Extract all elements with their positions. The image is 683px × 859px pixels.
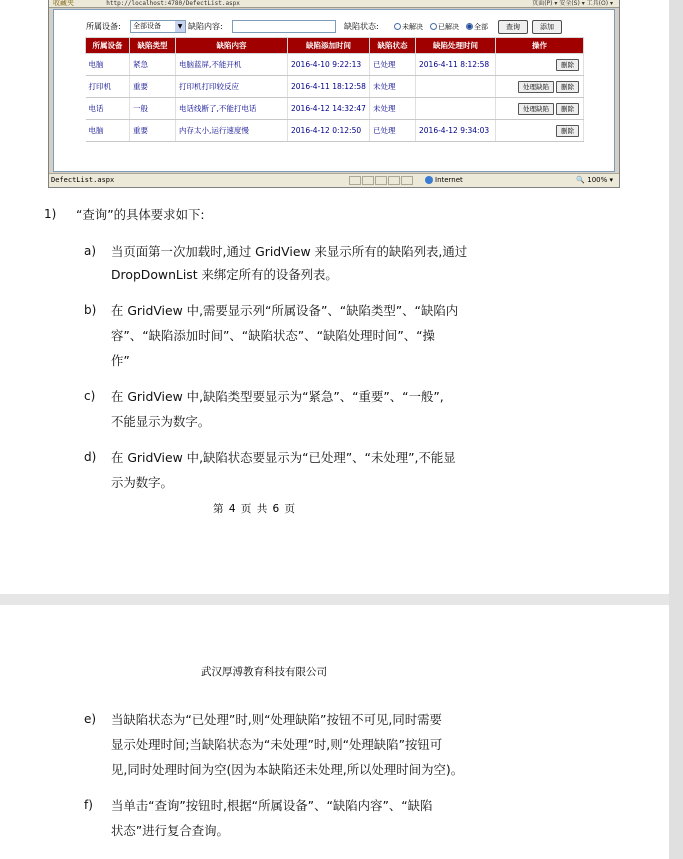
sub-item-number: e) (84, 712, 97, 726)
add-button[interactable]: 添加 (532, 20, 562, 34)
zoom-control[interactable]: 🔍 100% ▾ (576, 176, 613, 184)
handle-defect-button[interactable]: 处理缺陷 (518, 103, 554, 115)
item-title: “查询”的具体要求如下: (76, 207, 205, 222)
paragraph-line: 在 GridView 中,需要显示列“所属设备”、“缺陷类型”、“缺陷内 (111, 303, 459, 318)
cell-content: 打印机打印较反应 (176, 76, 288, 98)
table-row (86, 76, 584, 98)
radio-circle-icon[interactable] (430, 23, 437, 30)
status-page-name: DefectList.aspx (51, 176, 115, 184)
cell-ops (496, 54, 584, 76)
delete-button[interactable]: 删除 (556, 103, 579, 115)
cell-status: 未处理 (370, 76, 416, 98)
device-label: 所属设备: (86, 22, 121, 31)
cell-handled (416, 76, 496, 98)
cell-device: 电脑 (86, 54, 130, 76)
cell-content: 电脑蓝屏,不能开机 (176, 54, 288, 76)
cell-handled (416, 98, 496, 120)
favorites-label[interactable]: 收藏夹 (53, 0, 74, 7)
cell-ops (496, 120, 584, 142)
paragraph-line: 不能显示为数字。 (111, 414, 211, 429)
radio-unresolved[interactable]: 未解决 (394, 20, 423, 34)
globe-icon (425, 176, 433, 184)
table-row (86, 120, 584, 142)
col-ops: 操作 (496, 38, 584, 54)
cell-ops (496, 98, 584, 120)
cell-added: 2016-4-11 18:12:58 (288, 76, 370, 98)
radio-circle-icon[interactable] (394, 23, 401, 30)
paragraph-line: 当缺陷状态为“已处理”时,则“处理缺陷”按钮不可见,同时需要 (111, 712, 442, 727)
col-added: 缺陷添加时间 (288, 38, 370, 54)
page-header-company: 武汉厚溥教育科技有限公司 (201, 666, 327, 678)
cell-device: 打印机 (86, 76, 130, 98)
delete-button[interactable]: 删除 (556, 59, 579, 71)
radio-all[interactable]: 全部 (466, 20, 488, 34)
paragraph-line: 当页面第一次加载时,通过 GridView 来显示所有的缺陷列表,通过 (111, 244, 468, 259)
delete-button[interactable]: 删除 (556, 125, 579, 137)
sub-item-number: a) (84, 244, 97, 258)
paragraph-line: DropDownList 来绑定所有的设备列表。 (111, 267, 338, 282)
address-url[interactable]: http://localhost:4780/DefectList.aspx (106, 0, 240, 7)
col-device: 所属设备 (86, 38, 130, 54)
radio-selected-icon[interactable] (466, 23, 473, 30)
col-content: 缺陷内容 (176, 38, 288, 54)
cell-status: 未处理 (370, 98, 416, 120)
table-row (86, 54, 584, 76)
cell-handled: 2016-4-11 8:12:58 (416, 54, 496, 76)
device-dropdown[interactable] (130, 20, 186, 33)
paragraph-line: 显示处理时间;当缺陷状态为“未处理”时,则“处理缺陷”按钮可 (111, 737, 443, 752)
status-label: 缺陷状态: (344, 22, 379, 31)
cell-added: 2016-4-12 0:12:50 (288, 120, 370, 142)
paragraph-line: 在 GridView 中,缺陷状态要显示为“已处理”、“未处理”,不能显 (111, 450, 456, 465)
sub-item-number: f) (84, 798, 93, 812)
delete-button[interactable]: 删除 (556, 81, 579, 93)
browser-statusbar (49, 173, 619, 187)
cell-type: 重要 (130, 76, 176, 98)
content-input[interactable] (232, 20, 336, 33)
cell-device: 电脑 (86, 120, 130, 142)
device-dropdown-value: 全部设备 (133, 22, 161, 30)
browser-viewport (53, 9, 615, 172)
cell-device: 电话 (86, 98, 130, 120)
cell-type: 一般 (130, 98, 176, 120)
browser-screenshot (48, 0, 620, 188)
sub-item-number: b) (84, 303, 97, 317)
table-row (86, 98, 584, 120)
cell-added: 2016-4-10 9:22:13 (288, 54, 370, 76)
content-label: 缺陷内容: (188, 22, 223, 31)
viewer-background (669, 0, 683, 859)
grid-header-row (86, 38, 584, 54)
sub-item-number: d) (84, 450, 97, 464)
cell-status: 已处理 (370, 54, 416, 76)
cell-handled: 2016-4-12 9:34:03 (416, 120, 496, 142)
defect-grid (85, 37, 584, 142)
browser-tools-menu[interactable]: 页面(P) ▾ 安全(S) ▾ 工具(O) ▾ (532, 0, 613, 7)
item-number: 1) (44, 207, 57, 221)
status-zone: Internet (425, 174, 515, 187)
sub-item-number: c) (84, 389, 96, 403)
cell-content: 电话线断了,不能打电话 (176, 98, 288, 120)
paragraph-line: 容”、“缺陷添加时间”、“缺陷状态”、“缺陷处理时间”、“操 (111, 328, 435, 343)
document-page-5 (0, 605, 669, 859)
chevron-down-icon[interactable]: ▼ (175, 21, 185, 32)
query-button[interactable]: 查询 (498, 20, 528, 34)
paragraph-line: 见,同时处理时间为空(因为本缺陷还未处理,所以处理时间为空)。 (111, 762, 464, 777)
paragraph-line: 状态”进行复合查询。 (111, 823, 229, 838)
browser-toolbar (49, 0, 619, 8)
cell-content: 内存太小,运行速度慢 (176, 120, 288, 142)
cell-added: 2016-4-12 14:32:47 (288, 98, 370, 120)
status-cells (349, 176, 414, 190)
cell-ops (496, 76, 584, 98)
col-handled: 缺陷处理时间 (416, 38, 496, 54)
paragraph-line: 作” (111, 353, 130, 368)
cell-type: 紧急 (130, 54, 176, 76)
cell-status: 已处理 (370, 120, 416, 142)
paragraph-line: 当单击“查询”按钮时,根据“所属设备”、“缺陷内容”、“缺陷 (111, 798, 433, 813)
paragraph-line: 示为数字。 (111, 475, 173, 490)
handle-defect-button[interactable]: 处理缺陷 (518, 81, 554, 93)
col-type: 缺陷类型 (130, 38, 176, 54)
radio-resolved[interactable]: 已解决 (430, 20, 459, 34)
cell-type: 重要 (130, 120, 176, 142)
page-footer: 第 4 页 共 6 页 (213, 503, 297, 515)
col-status: 缺陷状态 (370, 38, 416, 54)
paragraph-line: 在 GridView 中,缺陷类型要显示为“紧急”、“重要”、“一般”, (111, 389, 444, 404)
